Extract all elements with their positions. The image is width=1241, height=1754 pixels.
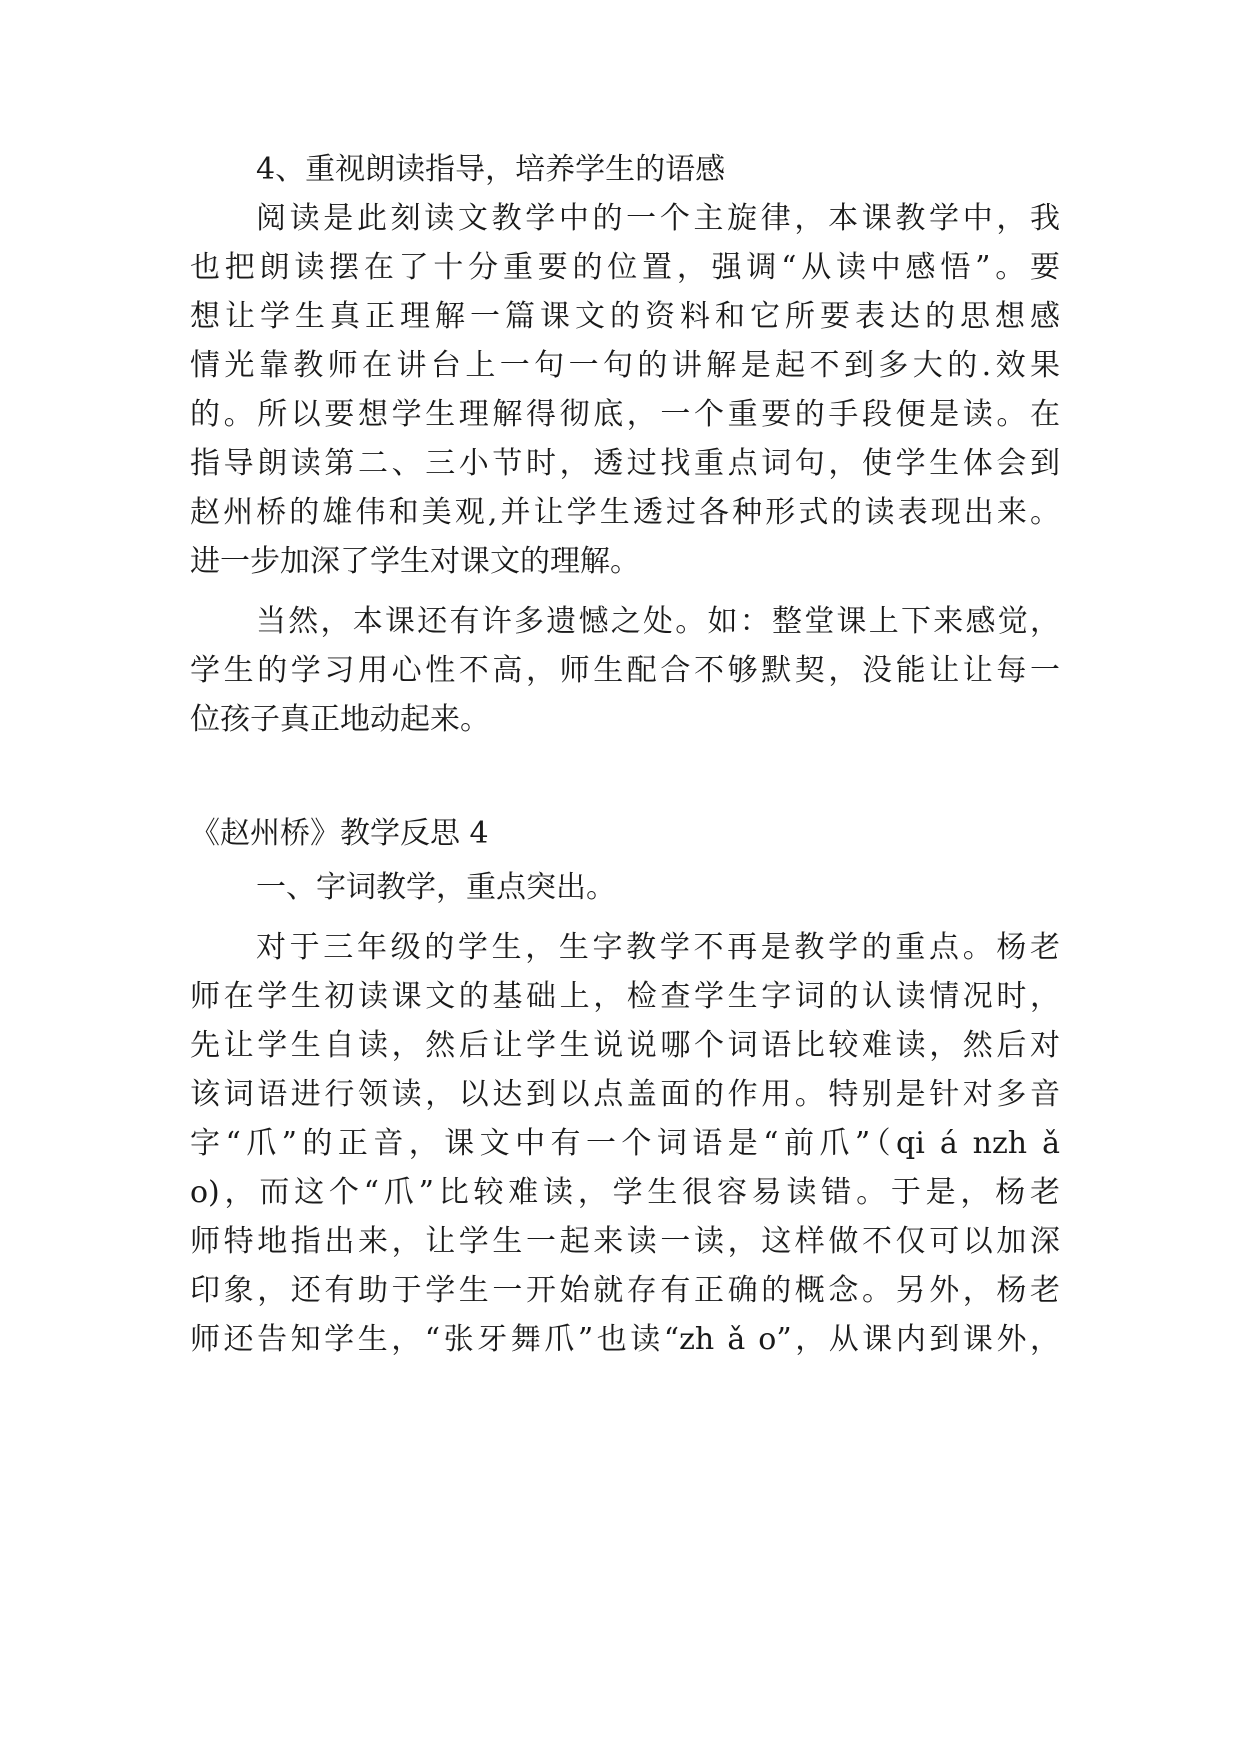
paragraph-line: 当然，本课还有许多遗憾之处。如：整堂课上下来感觉，	[256, 604, 1060, 639]
paragraph-line: 先让学生自读，然后让学生说说哪个词语比较难读，然后对	[190, 1028, 1060, 1063]
paragraph-line: 师特地指出来，让学生一起来读一读，这样做不仅可以加深	[190, 1224, 1060, 1259]
paragraph-line: 阅读是此刻读文教学中的一个主旋律，本课教学中，我	[256, 201, 1060, 236]
paragraph-line: 想让学生真正理解一篇课文的资料和它所要表达的思想感	[190, 299, 1060, 334]
section-heading-reading-guidance: 4、重视朗读指导，培养学生的语感	[256, 152, 726, 187]
paragraph-line: 字“爪”的正音，课文中有一个词语是“前爪”（qi á nzh ǎ	[190, 1126, 1060, 1161]
paragraph-line: 师还告知学生，“张牙舞爪”也读“zh ǎ o”，从课内到课外，	[190, 1322, 1060, 1357]
paragraph-line: 该词语进行领读，以达到以点盖面的作用。特别是针对多音	[190, 1077, 1060, 1112]
paragraph-line: 印象，还有助于学生一开始就存有正确的概念。另外，杨老	[190, 1273, 1060, 1308]
paragraph-line: 对于三年级的学生，生字教学不再是教学的重点。杨老	[256, 930, 1060, 965]
paragraph-line: 进一步加深了学生对课文的理解。	[190, 544, 640, 579]
paragraph-line: 赵州桥的雄伟和美观,并让学生透过各种形式的读表现出来。	[190, 495, 1060, 530]
paragraph-line: 学生的学习用心性不高，师生配合不够默契，没能让让每一	[190, 653, 1060, 688]
paragraph-line: 师在学生初读课文的基础上，检查学生字词的认读情况时，	[190, 979, 1060, 1014]
paragraph-line: o)，而这个“爪”比较难读，学生很容易读错。于是，杨老	[190, 1175, 1060, 1210]
paragraph-line: 的。所以要想学生理解得彻底，一个重要的手段便是读。在	[190, 397, 1060, 432]
document-section-title: 《赵州桥》教学反思 4	[190, 816, 489, 851]
section-heading-word-teaching: 一、字词教学，重点突出。	[256, 870, 616, 905]
paragraph-line: 指导朗读第二、三小节时，透过找重点词句，使学生体会到	[190, 446, 1060, 481]
paragraph-line: 也把朗读摆在了十分重要的位置，强调“从读中感悟”。要	[190, 250, 1060, 285]
paragraph-line: 位孩子真正地动起来。	[190, 702, 490, 737]
paragraph-line: 情光靠教师在讲台上一句一句的讲解是起不到多大的.效果	[190, 348, 1060, 383]
